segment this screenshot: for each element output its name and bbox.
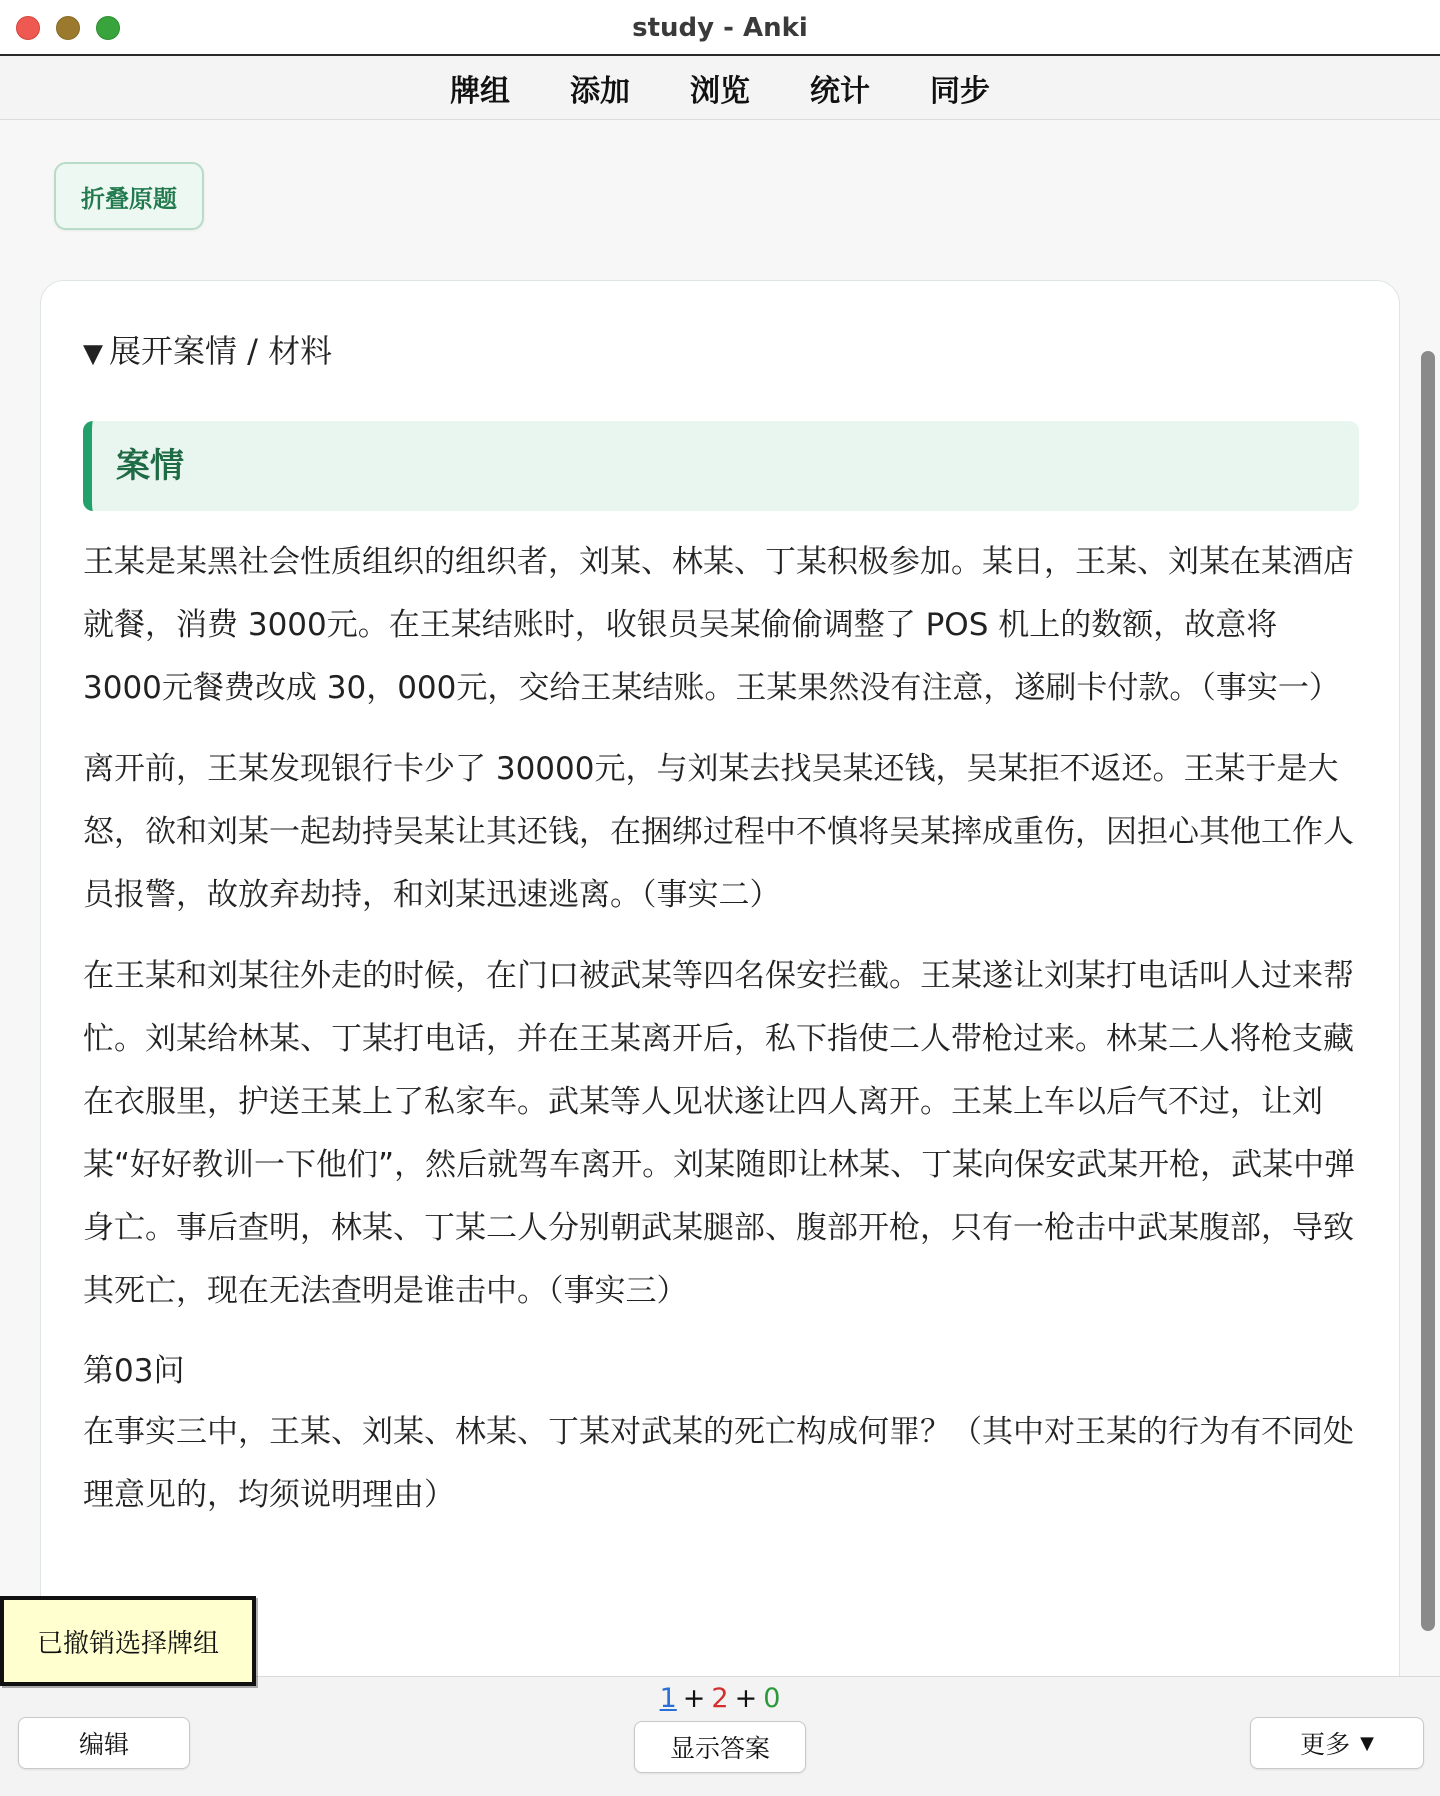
deck-deselected-tooltip: 已撤销选择牌组 (0, 1596, 256, 1686)
question-number: 第03问 (83, 1353, 185, 1389)
new-count: 1 (659, 1683, 677, 1714)
reviewer-content (0, 121, 1440, 1676)
toolbar-sync[interactable]: 同步 (930, 73, 990, 109)
more-button-label: 更多 (1300, 1730, 1351, 1759)
expand-materials-label: 展开案情 / 材料 (109, 332, 333, 370)
bottom-bar (0, 1676, 1440, 1796)
case-section-title: 案情 (116, 446, 184, 486)
toolbar-add[interactable]: 添加 (570, 73, 630, 109)
learn-count: 2 (711, 1683, 729, 1714)
title-bar (0, 0, 1440, 56)
due-counts (0, 1683, 1440, 1714)
review-count: 0 (763, 1683, 781, 1714)
fold-question-button[interactable]: 折叠原题 (54, 162, 204, 230)
question-card (40, 280, 1400, 1676)
case-paragraph: 在王某和刘某往外走的时候，在门口被武某等四名保安拦截。王某遂让刘某打电话叫人过来帮忙。刘某给林某、丁某打电话，并在王某离开后，私下指使二人带枪过来。林某二人将枪支藏在衣服里，护送王某上了私家车。武某等人见状遂让四人离开。王某上车以后气不过，让刘某“好好教训一下他们”，然后就驾车离开。刘某随即让林某、丁某向保安武某开枪，武某中弹身亡。事后查明，林某、丁某二人分别朝武某腿部、腹部开枪，只有一枪击中武某腹部，导致其死亡，现在无法查明是谁击中。（事实三） (83, 958, 1356, 1309)
show-answer-button[interactable]: 显示答案 (634, 1721, 806, 1773)
case-paragraph: 王某是某黑社会性质组织的组织者，刘某、林某、丁某积极参加。某日，王某、刘某在某酒店就餐，消费 3000元。在王某结账时，收银员吴某偷偷调整了 POS 机上的数额，故意将 3000元餐费改成 30，000元，交给王某结账。王某果然没有注意，遂刷卡付款。（事实一） (83, 544, 1354, 706)
case-text (83, 531, 1359, 1545)
main-toolbar (0, 56, 1440, 120)
disclosure-triangle-icon: ▼ (83, 339, 103, 369)
case-paragraph: 离开前，王某发现银行卡少了 30000元，与刘某去找吴某还钱，吴某拒不返还。王某于是大怒，欲和刘某一起劫持吴某让其还钱，在捆绑过程中不慎将吴某摔成重伤，因担心其他工作人员报警，故放弃劫持，和刘某迅速逃离。（事实二） (83, 751, 1354, 913)
toolbar-decks[interactable]: 牌组 (450, 73, 510, 109)
case-section-header (83, 421, 1359, 511)
toolbar-browse[interactable]: 浏览 (690, 73, 750, 109)
edit-button[interactable]: 编辑 (18, 1717, 190, 1769)
question-text: 在事实三中，王某、刘某、林某、丁某对武某的死亡构成何罪？（其中对王某的行为有不同处理意见的，均须说明理由） (83, 1414, 1354, 1513)
toolbar-stats[interactable]: 统计 (810, 73, 870, 109)
expand-materials-toggle[interactable] (83, 326, 332, 372)
scrollbar-thumb[interactable] (1421, 351, 1435, 1631)
window-title: study - Anki (632, 13, 808, 43)
chevron-down-icon: ▼ (1360, 1732, 1374, 1754)
more-button[interactable] (1250, 1717, 1424, 1769)
count-separator: + (734, 1683, 758, 1714)
count-separator: + (682, 1683, 706, 1714)
